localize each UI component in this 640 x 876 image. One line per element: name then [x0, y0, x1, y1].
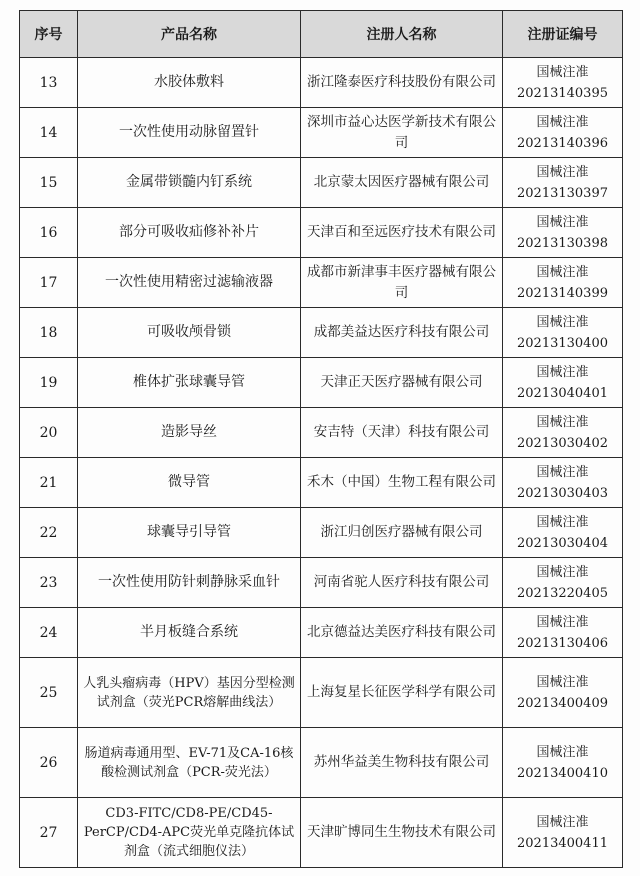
- registrant-cell: 成都美益达医疗科技有限公司: [301, 308, 503, 358]
- product-cell: 水胶体敷料: [78, 58, 301, 108]
- table-row: [20, 728, 623, 798]
- cert-cell: [503, 308, 623, 358]
- header-seq: 序号: [20, 11, 78, 58]
- cert-cell: [503, 798, 623, 868]
- seq-cell: 19: [20, 358, 78, 408]
- registrant-cell: 浙江归创医疗器械有限公司: [301, 508, 503, 558]
- table-row: [20, 308, 623, 358]
- table-row: [20, 258, 623, 308]
- product-cell: 微导管: [78, 458, 301, 508]
- registrant-cell: 河南省驼人医疗科技有限公司: [301, 558, 503, 608]
- cert-cell: [503, 408, 623, 458]
- table-row: [20, 608, 623, 658]
- seq-cell: 22: [20, 508, 78, 558]
- table-row: [20, 658, 623, 728]
- registrant-cell: 深圳市益心达医学新技术有限公司: [301, 108, 503, 158]
- registrant-cell: 上海复星长征医学科学有限公司: [301, 658, 503, 728]
- seq-cell: 15: [20, 158, 78, 208]
- cert-prefix: 国械注准: [536, 674, 589, 690]
- seq-cell: 20: [20, 408, 78, 458]
- cert-cell: [503, 728, 623, 798]
- product-cell: 造影导丝: [78, 408, 301, 458]
- registrant-cell: 成都市新津事丰医疗器械有限公司: [301, 258, 503, 308]
- table-row: [20, 558, 623, 608]
- table-row: [20, 158, 623, 208]
- registrant-cell: 北京德益达美医疗科技有限公司: [301, 608, 503, 658]
- cert-prefix: 国械注准: [536, 744, 589, 760]
- registrant-cell: 禾木（中国）生物工程有限公司: [301, 458, 503, 508]
- cert-number: 20213140395: [517, 85, 608, 101]
- cert-number: 20213130398: [517, 235, 608, 251]
- cert-cell: [503, 458, 623, 508]
- product-cell: 一次性使用防针刺静脉采血针: [78, 558, 301, 608]
- cert-prefix: 国械注准: [536, 614, 589, 630]
- table-row: [20, 508, 623, 558]
- seq-cell: 18: [20, 308, 78, 358]
- seq-cell: 17: [20, 258, 78, 308]
- registrant-cell: 天津正天医疗器械有限公司: [301, 358, 503, 408]
- table-row: [20, 108, 623, 158]
- cert-number: 20213130406: [517, 635, 608, 651]
- cert-cell: [503, 558, 623, 608]
- cert-number: 20213220405: [517, 585, 608, 601]
- seq-cell: 24: [20, 608, 78, 658]
- cert-number: 20213400411: [517, 835, 608, 851]
- product-cell: 部分可吸收疝修补补片: [78, 208, 301, 258]
- header-registrant: 注册人名称: [301, 11, 503, 58]
- product-cell: 肠道病毒通用型、EV-71及CA-16核酸检测试剂盒（PCR-荧光法）: [78, 728, 301, 798]
- cert-number: 20213040401: [517, 385, 608, 401]
- cert-number: 20213140396: [517, 135, 608, 151]
- cert-cell: [503, 608, 623, 658]
- cert-prefix: 国械注准: [536, 64, 589, 80]
- table-row: [20, 208, 623, 258]
- cert-prefix: 国械注准: [536, 814, 589, 830]
- cert-number: 20213130397: [517, 185, 608, 201]
- table-row: [20, 458, 623, 508]
- cert-cell: [503, 358, 623, 408]
- cert-number: 20213400410: [517, 765, 608, 781]
- registrant-cell: 天津旷博同生生物技术有限公司: [301, 798, 503, 868]
- header-product: 产品名称: [78, 11, 301, 58]
- product-cell: CD3-FITC/CD8-PE/CD45-PerCP/CD4-APC荧光单克隆抗体试剂盒（流式细胞仪法）: [78, 798, 301, 868]
- table-header-row: [20, 11, 623, 58]
- cert-number: 20213030402: [517, 435, 608, 451]
- seq-cell: 25: [20, 658, 78, 728]
- cert-cell: [503, 258, 623, 308]
- registrant-cell: 天津百和至远医疗技术有限公司: [301, 208, 503, 258]
- cert-prefix: 国械注准: [536, 314, 589, 330]
- cert-prefix: 国械注准: [536, 564, 589, 580]
- seq-cell: 27: [20, 798, 78, 868]
- cert-cell: [503, 208, 623, 258]
- product-cell: 一次性使用精密过滤输液器: [78, 258, 301, 308]
- cert-prefix: 国械注准: [536, 114, 589, 130]
- cert-prefix: 国械注准: [536, 164, 589, 180]
- table-row: [20, 798, 623, 868]
- cert-prefix: 国械注准: [536, 264, 589, 280]
- product-cell: 一次性使用动脉留置针: [78, 108, 301, 158]
- seq-cell: 26: [20, 728, 78, 798]
- seq-cell: 16: [20, 208, 78, 258]
- cert-cell: [503, 108, 623, 158]
- cert-prefix: 国械注准: [536, 214, 589, 230]
- cert-cell: [503, 508, 623, 558]
- cert-prefix: 国械注准: [536, 514, 589, 530]
- registrant-cell: 浙江隆泰医疗科技股份有限公司: [301, 58, 503, 108]
- table-row: [20, 358, 623, 408]
- registrant-cell: 苏州华益美生物科技有限公司: [301, 728, 503, 798]
- product-cell: 金属带锁髓内钉系统: [78, 158, 301, 208]
- table-row: [20, 58, 623, 108]
- cert-number: 20213140399: [517, 285, 608, 301]
- product-cell: 人乳头瘤病毒（HPV）基因分型检测试剂盒（荧光PCR熔解曲线法）: [78, 658, 301, 728]
- cert-cell: [503, 158, 623, 208]
- registration-table: [19, 10, 623, 868]
- product-cell: 可吸收颅骨锁: [78, 308, 301, 358]
- cert-number: 20213400409: [517, 695, 608, 711]
- registrant-cell: 安吉特（天津）科技有限公司: [301, 408, 503, 458]
- cert-cell: [503, 58, 623, 108]
- cert-prefix: 国械注准: [536, 414, 589, 430]
- cert-prefix: 国械注准: [536, 464, 589, 480]
- cert-cell: [503, 658, 623, 728]
- product-cell: 球囊导引导管: [78, 508, 301, 558]
- seq-cell: 21: [20, 458, 78, 508]
- seq-cell: 14: [20, 108, 78, 158]
- seq-cell: 13: [20, 58, 78, 108]
- cert-number: 20213030403: [517, 485, 608, 501]
- registrant-cell: 北京蒙太因医疗器械有限公司: [301, 158, 503, 208]
- product-cell: 半月板缝合系统: [78, 608, 301, 658]
- cert-number: 20213030404: [517, 535, 608, 551]
- header-cert: 注册证编号: [503, 11, 623, 58]
- seq-cell: 23: [20, 558, 78, 608]
- table-row: [20, 408, 623, 458]
- cert-number: 20213130400: [517, 335, 608, 351]
- cert-prefix: 国械注准: [536, 364, 589, 380]
- product-cell: 椎体扩张球囊导管: [78, 358, 301, 408]
